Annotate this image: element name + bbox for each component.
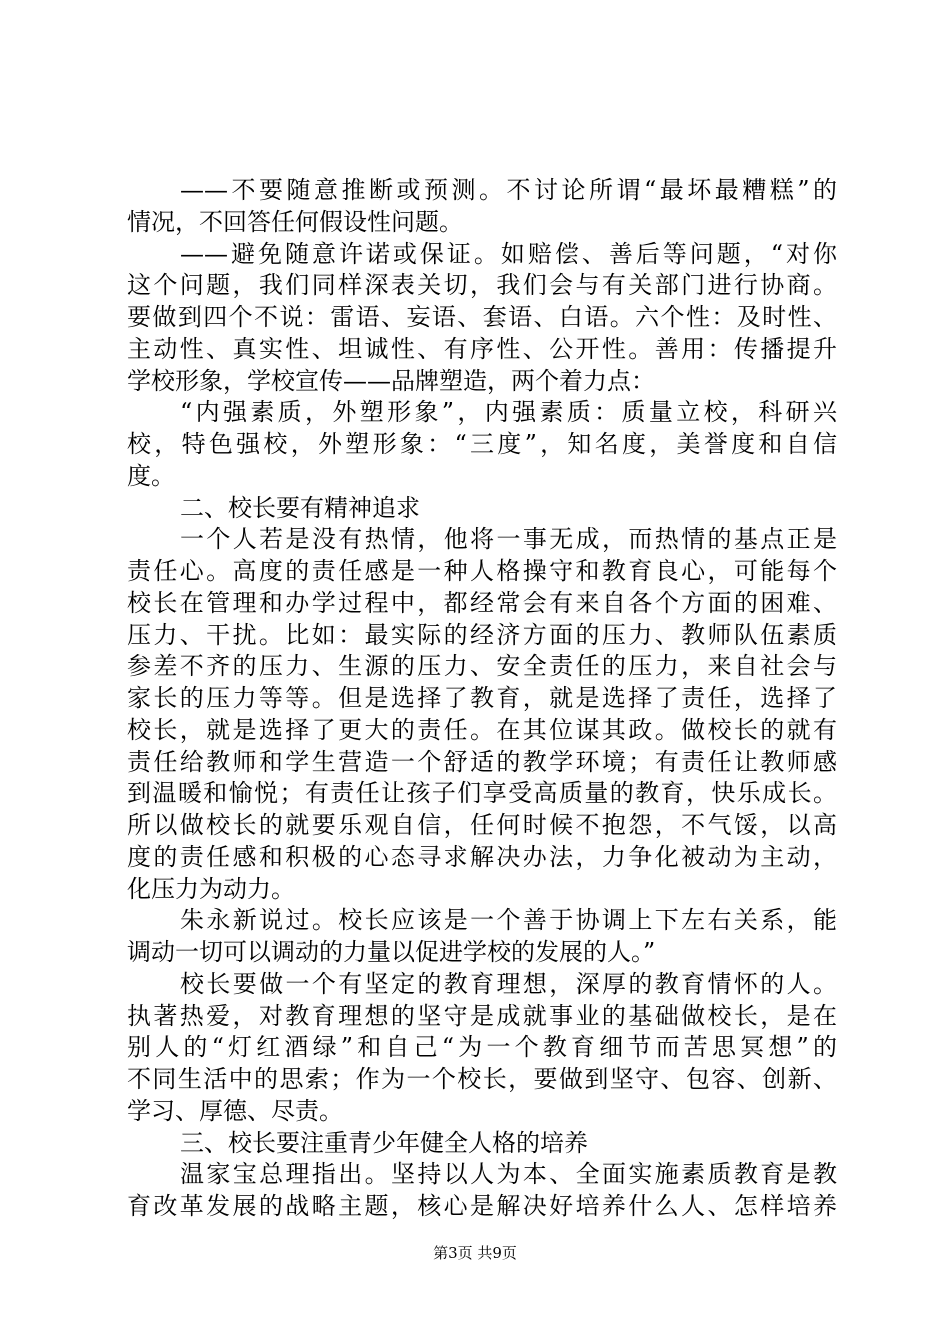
- text-line: 情况，不回答任何假设性问题。: [127, 207, 463, 236]
- text-line: 家长的压力等等。但是选择了教育，就是选择了责任，选择了: [127, 684, 837, 712]
- text-line: 校长在管理和办学过程中，都经常会有来自各个方面的困难、: [127, 588, 837, 617]
- document-body: [127, 175, 837, 1223]
- text-line: 不同生活中的思索；作为一个校长，要做到坚守、包容、创新、: [127, 1065, 837, 1093]
- text-line: 化压力为动力。: [127, 874, 295, 903]
- text-line: 压力、干扰。比如：最实际的经济方面的压力、教师队伍素质: [127, 620, 837, 649]
- text-line: 这个问题，我们同样深表关切，我们会与有关部门进行协商。: [127, 271, 837, 300]
- text-line: 三、校长要注重青少年健全人格的培养: [180, 1128, 588, 1157]
- text-line: 责任心。高度的责任感是一种人格操守和教育良心，可能每个: [127, 557, 837, 585]
- text-line: ——避免随意许诺或保证。如赔偿、善后等问题，“对你: [180, 239, 837, 268]
- text-line: 责任给教师和学生营造一个舒适的教学环境；有责任让教师感: [127, 747, 837, 776]
- text-line: “内强素质，外塑形象”，内强素质：质量立校，科研兴: [180, 398, 837, 427]
- text-line: 校长，就是选择了更大的责任。在其位谋其政。做校长的就有: [127, 715, 837, 744]
- text-line: 学校形象，学校宣传——品牌塑造，两个着力点：: [127, 366, 655, 395]
- text-line: ——不要随意推断或预测。不讨论所谓“最坏最糟糕”的: [180, 176, 837, 204]
- text-line: 度。: [127, 461, 175, 490]
- text-line: 学习、厚德、尽责。: [127, 1096, 343, 1125]
- text-line: 校长要做一个有坚定的教育理想，深厚的教育情怀的人。: [180, 969, 837, 998]
- text-line: 朱永新说过。校长应该是一个善于协调上下左右关系，能: [180, 906, 837, 935]
- text-line: 一个人若是没有热情，他将一事无成，而热情的基点正是: [180, 525, 837, 554]
- text-line: 度的责任感和积极的心态寻求解决办法，力争化被动为主动，: [127, 842, 837, 871]
- text-line: 温家宝总理指出。坚持以人为本、全面实施素质教育是教: [180, 1160, 837, 1189]
- text-line: 到温暖和愉悦；有责任让孩子们享受高质量的教育，快乐成长。: [127, 779, 837, 808]
- text-line: 调动一切可以调动的力量以促进学校的发展的人。”: [127, 938, 656, 966]
- text-line: 要做到四个不说：雷语、妄语、套语、白语。六个性：及时性、: [127, 303, 837, 331]
- text-line: 别人的“灯红酒绿”和自己“为一个教育细节而苦思冥想”的: [127, 1033, 837, 1062]
- text-line: 所以做校长的就要乐观自信，任何时候不抱怨，不气馁，以高: [127, 811, 837, 839]
- text-line: 二、校长要有精神追求: [180, 493, 420, 522]
- text-line: 执著热爱，对教育理想的坚守是成就事业的基础做校长，是在: [127, 1001, 837, 1030]
- text-line: 参差不齐的压力、生源的压力、安全责任的压力，来自社会与: [127, 652, 837, 681]
- text-line: 校，特色强校，外塑形象：“三度”，知名度，美誉度和自信: [127, 430, 837, 458]
- text-line: 主动性、真实性、坦诚性、有序性、公开性。善用：传播提升: [127, 334, 837, 363]
- text-line: 育改革发展的战略主题，核心是解决好培养什么人、怎样培养: [127, 1192, 837, 1220]
- page-number-footer: 第3页 共9页: [433, 1244, 517, 1262]
